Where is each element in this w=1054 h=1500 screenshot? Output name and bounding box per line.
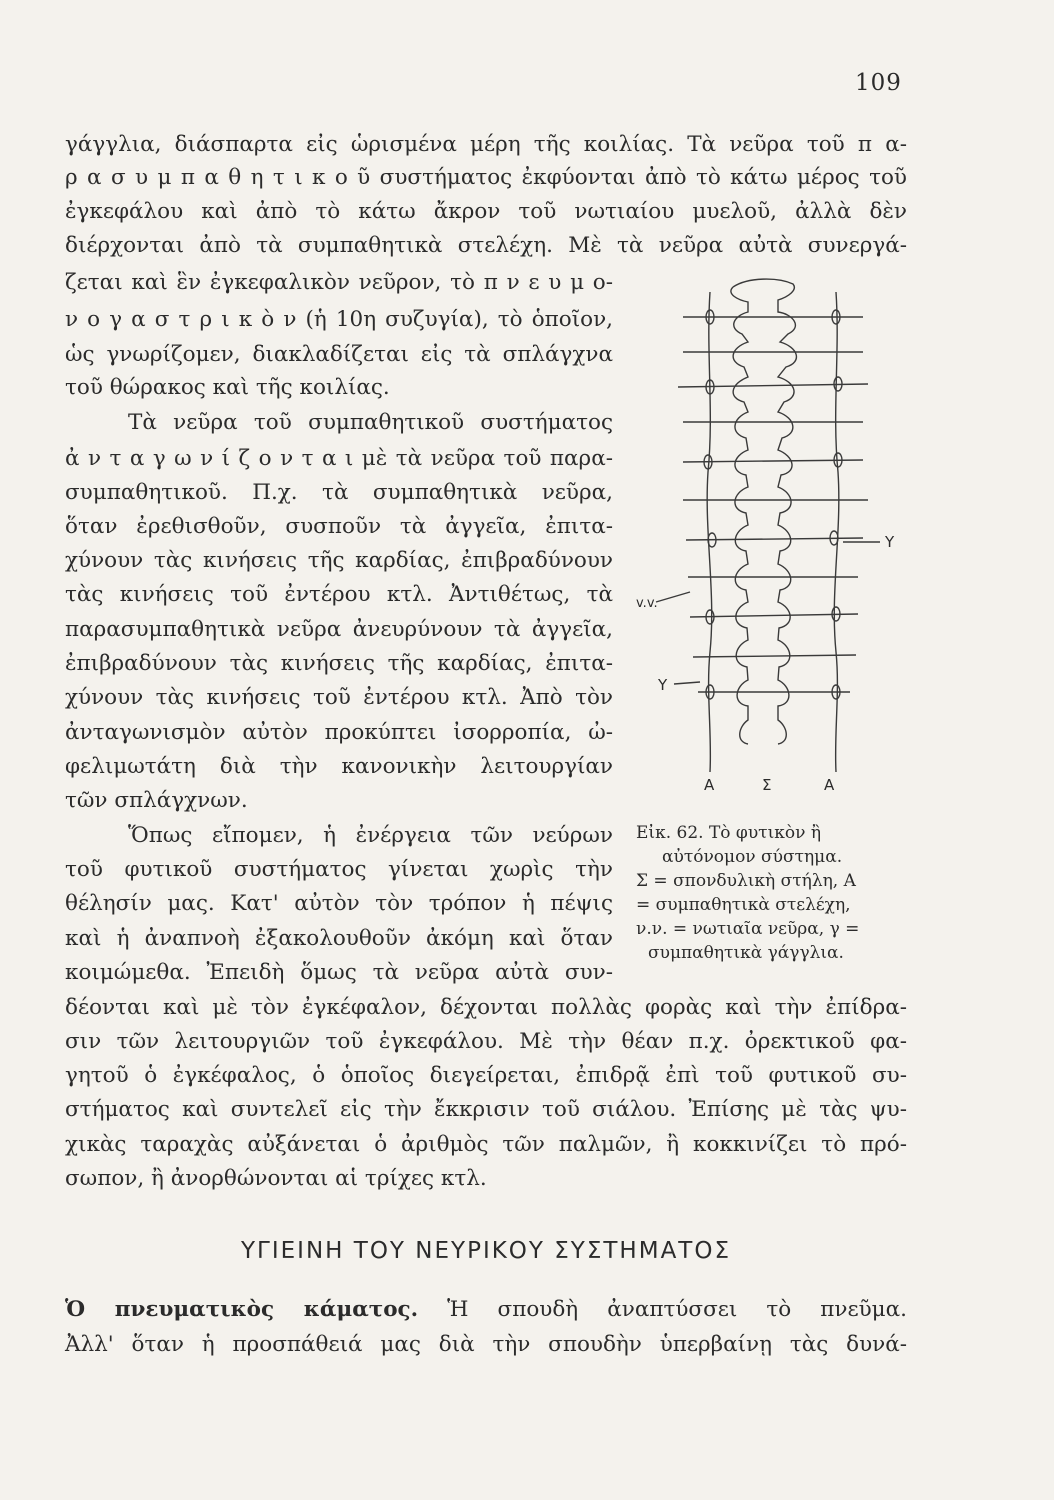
body-text-line: κοιμώμεθα. Ἐπειδὴ ὅμως τὰ νεῦρα αὐτὰ συν-	[65, 960, 613, 985]
label-a-left: Α	[704, 776, 715, 794]
label-vv: v.v.	[636, 596, 658, 611]
spine-illustration	[628, 272, 918, 817]
body-text-line: σωπον, ἢ ἀνορθώνονται αἱ τρίχες κτλ.	[65, 1166, 487, 1191]
body-text-line: τοῦ φυτικοῦ συστήματος γίνεται χωρὶς τὴν	[65, 857, 613, 882]
body-text-line: Ὅπως εἴπομεν, ἡ ἐνέργεια τῶν νεύρων	[128, 823, 613, 848]
body-text-line: ὡς γνωρίζομεν, διακλαδίζεται εἰς τὰ σπλάγχνα	[65, 342, 613, 367]
section-lead-line	[65, 1295, 907, 1325]
label-a-right: Α	[824, 776, 835, 794]
body-text-line: φελιμωτάτη διὰ τὴν κανονικὴν λειτουργίαν	[65, 754, 613, 779]
body-text-line: διέρχονται ἀπὸ τὰ συμπαθητικὰ στελέχη. Μὲ τὰ νεῦρα αὐτὰ συνεργά-	[65, 233, 907, 258]
figure-caption-line: Εἰκ. 62. Τὸ φυτικὸν ἢ	[636, 823, 822, 843]
body-text-line: Τὰ νεῦρα τοῦ συμπαθητικοῦ συστήματος	[128, 410, 613, 435]
label-sigma: Σ	[762, 776, 772, 794]
body-text-line: γητοῦ ὁ ἐγκέφαλος, ὁ ὁποῖος διεγείρεται, ἐπιδρᾷ ἐπὶ τοῦ φυτικοῦ συ-	[65, 1063, 907, 1088]
body-text-line: χικὰς ταραχὰς αὐξάνεται ὁ ἀριθμὸς τῶν παλμῶν, ἢ κοκκινίζει τὸ πρό-	[65, 1132, 907, 1157]
body-text-line: ἐπιβραδύνουν τὰς κινήσεις τῆς καρδίας, ἐπιτα-	[65, 651, 613, 676]
body-text-line: καὶ ἡ ἀναπνοὴ ἐξακολουθοῦν ἀκόμη καὶ ὅταν	[65, 926, 613, 951]
body-text-line: Ἀλλ' ὅταν ἡ προσπάθειά μας διὰ τὴν σπουδὴν ὑπερβαίνῃ τὰς δυνά-	[65, 1332, 907, 1357]
label-y-right: Y	[885, 533, 895, 551]
body-text-line: σιν τῶν λειτουργιῶν τοῦ ἐγκεφάλου. Μὲ τὴν θέαν π.χ. ὀρεκτικοῦ φα-	[65, 1029, 907, 1054]
section-lead-rest: Ἡ σπουδὴ ἀναπτύσσει τὸ πνεῦμα.	[418, 1297, 907, 1322]
body-text-line: ζεται καὶ ἓν ἐγκεφαλικὸν νεῦρον, τὸ π ν ε υ μ ο-	[65, 270, 613, 295]
section-lead-bold: Ὁ πνευματικὸς κάματος.	[65, 1297, 419, 1322]
page-number: 109	[855, 70, 902, 96]
spine-figure	[628, 272, 918, 817]
body-text-line: συμπαθητικοῦ. Π.χ. τὰ συμπαθητικὰ νεῦρα,	[65, 480, 613, 505]
body-text-line: ἀνταγωνισμὸν αὐτὸν προκύπτει ἰσορροπία, ὠ-	[65, 720, 613, 745]
body-text-line: ν ο γ α σ τ ρ ι κ ὸ ν (ἡ 10η συζυγία), τὸ ὁποῖον,	[65, 307, 613, 332]
label-y-left: Y	[658, 676, 668, 694]
body-text-line: στήματος καὶ συντελεῖ εἰς τὴν ἔκκρισιν τοῦ σιάλου. Ἐπίσης μὲ τὰς ψυ-	[65, 1097, 907, 1122]
body-text-line: ἐγκεφάλου καὶ ἀπὸ τὸ κάτω ἄκρον τοῦ νωτιαίου μυελοῦ, ἀλλὰ δὲν	[65, 199, 907, 224]
body-text-line: τοῦ θώρακος καὶ τῆς κοιλίας.	[65, 375, 390, 400]
body-text-line: γάγγλια, διάσπαρτα εἰς ὡρισμένα μέρη τῆς κοιλίας. Τὰ νεῦρα τοῦ π α-	[65, 132, 907, 157]
body-text-line: ρ α σ υ μ π α θ η τ ι κ ο ῦ συστήματος ἐκφύονται ἀπὸ τὸ κάτω μέρος τοῦ	[65, 165, 907, 190]
body-text-line: τῶν σπλάγχνων.	[65, 788, 248, 813]
section-heading: ΥΓΙΕΙΝΗ ΤΟΥ ΝΕΥΡΙΚΟΥ ΣΥΣΤΗΜΑΤΟΣ	[241, 1238, 731, 1264]
figure-caption-line: = συμπαθητικὰ στελέχη,	[636, 895, 851, 915]
body-text-line: τὰς κινήσεις τοῦ ἐντέρου κτλ. Ἀντιθέτως, τὰ	[65, 582, 613, 607]
figure-caption-line: Σ = σπονδυλικὴ στήλη, Α	[636, 871, 856, 891]
body-text-line: δέονται καὶ μὲ τὸν ἐγκέφαλον, δέχονται πολλὰς φορὰς καὶ τὴν ἐπίδρα-	[65, 995, 907, 1020]
figure-caption-line: ν.ν. = νωτιαῖα νεῦρα, γ =	[636, 919, 860, 939]
body-text-line: παρασυμπαθητικὰ νεῦρα ἀνευρύνουν τὰ ἀγγεῖα,	[65, 617, 613, 642]
body-text-line: ὅταν ἐρεθισθοῦν, συσποῦν τὰ ἀγγεῖα, ἐπιτα-	[65, 514, 613, 539]
figure-caption-line: συμπαθητικὰ γάγγλια.	[648, 943, 844, 963]
body-text-line: θέλησίν μας. Κατ' αὐτὸν τὸν τρόπον ἡ πέψις	[65, 891, 613, 916]
body-text-line: χύνουν τὰς κινήσεις τῆς καρδίας, ἐπιβραδύνουν	[65, 548, 613, 573]
body-text-line: ἀ ν τ α γ ω ν ί ζ ο ν τ α ι μὲ τὰ νεῦρα τοῦ παρα-	[65, 446, 613, 471]
figure-caption-line: αὐτόνομον σύστημα.	[662, 847, 843, 867]
body-text-line: χύνουν τὰς κινήσεις τοῦ ἐντέρου κτλ. Ἀπὸ τὸν	[65, 685, 613, 710]
